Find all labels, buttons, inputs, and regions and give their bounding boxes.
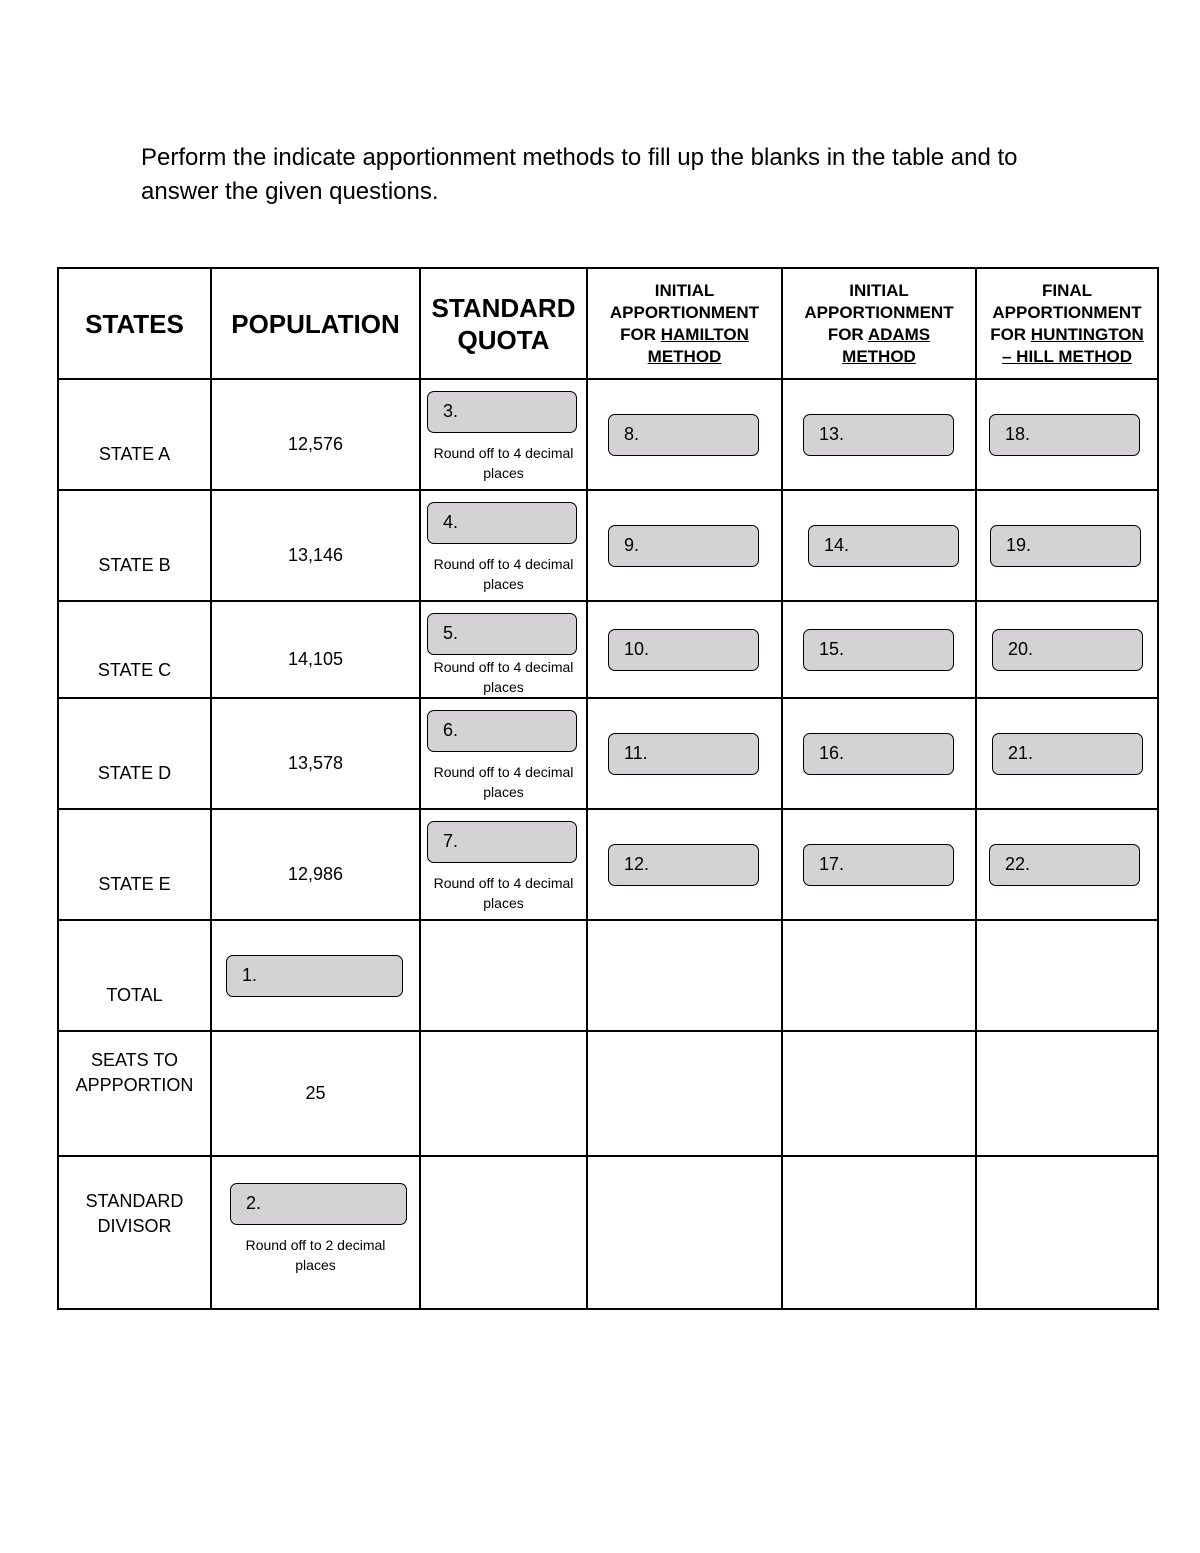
- answer-blank[interactable]: 21.: [992, 733, 1143, 775]
- rounding-note: Round off to 4 decimal places: [433, 875, 574, 911]
- answer-blank[interactable]: 19.: [990, 525, 1141, 567]
- empty-cell: [782, 920, 976, 1031]
- quota-cell: [420, 490, 587, 601]
- empty-cell: [976, 920, 1158, 1031]
- quota-cell: [420, 379, 587, 490]
- state-cell: STATE A: [58, 379, 211, 490]
- rounding-note: Round off to 4 decimal places: [433, 445, 574, 481]
- header-population: POPULATION: [211, 268, 420, 379]
- seats-label-cell: SEATS TO APPPORTION: [58, 1031, 211, 1156]
- answer-blank[interactable]: 5.: [427, 613, 577, 655]
- total-label-cell: TOTAL: [58, 920, 211, 1031]
- seats-value-cell: 25: [211, 1031, 420, 1156]
- answer-blank[interactable]: 14.: [808, 525, 959, 567]
- header-standard-quota: STANDARD QUOTA: [420, 268, 587, 379]
- adams-cell: [782, 379, 976, 490]
- answer-blank[interactable]: 15.: [803, 629, 954, 671]
- huntington-cell: [976, 490, 1158, 601]
- answer-blank[interactable]: 17.: [803, 844, 954, 886]
- apportionment-table: [57, 267, 1159, 1310]
- adams-cell: [782, 698, 976, 809]
- answer-blank[interactable]: 10.: [608, 629, 759, 671]
- divisor-label-cell: STANDARD DIVISOR: [58, 1156, 211, 1309]
- answer-blank[interactable]: 8.: [608, 414, 759, 456]
- answer-blank[interactable]: 1.: [226, 955, 403, 997]
- state-cell: STATE B: [58, 490, 211, 601]
- answer-blank[interactable]: 11.: [608, 733, 759, 775]
- adams-cell: [782, 809, 976, 920]
- header-adams: INITIAL APPORTIONMENT FOR ADAMS METHOD: [782, 268, 976, 379]
- huntington-cell: [976, 379, 1158, 490]
- total-row: [58, 920, 1158, 1031]
- adams-cell: [782, 601, 976, 698]
- divisor-value-cell: [211, 1156, 420, 1309]
- empty-cell: [976, 1031, 1158, 1156]
- population-cell: 14,105: [211, 601, 420, 698]
- hamilton-cell: [587, 379, 782, 490]
- answer-blank[interactable]: 18.: [989, 414, 1140, 456]
- total-population-cell: [211, 920, 420, 1031]
- quota-cell: [420, 698, 587, 809]
- header-states: STATES: [58, 268, 211, 379]
- empty-cell: [587, 1156, 782, 1309]
- state-cell: STATE C: [58, 601, 211, 698]
- population-cell: 12,576: [211, 379, 420, 490]
- empty-cell: [587, 1031, 782, 1156]
- answer-blank[interactable]: 20.: [992, 629, 1143, 671]
- quota-cell: [420, 809, 587, 920]
- adams-cell: [782, 490, 976, 601]
- rounding-note: Round off to 4 decimal places: [433, 556, 574, 592]
- divisor-row: [58, 1156, 1158, 1309]
- table-row: [58, 698, 1158, 809]
- empty-cell: [420, 920, 587, 1031]
- state-cell: STATE E: [58, 809, 211, 920]
- answer-blank[interactable]: 4.: [427, 502, 577, 544]
- answer-blank[interactable]: 3.: [427, 391, 577, 433]
- header-hamilton: INITIAL APPORTIONMENT FOR HAMILTON METHOD: [587, 268, 782, 379]
- hamilton-cell: [587, 601, 782, 698]
- table-row: [58, 601, 1158, 698]
- hamilton-cell: [587, 490, 782, 601]
- answer-blank[interactable]: 13.: [803, 414, 954, 456]
- answer-blank[interactable]: 6.: [427, 710, 577, 752]
- answer-blank[interactable]: 16.: [803, 733, 954, 775]
- table-row: [58, 490, 1158, 601]
- quota-cell: [420, 601, 587, 698]
- empty-cell: [782, 1156, 976, 1309]
- rounding-note: Round off to 4 decimal places: [433, 764, 574, 800]
- empty-cell: [782, 1031, 976, 1156]
- answer-blank[interactable]: 7.: [427, 821, 577, 863]
- hamilton-cell: [587, 809, 782, 920]
- huntington-cell: [976, 601, 1158, 698]
- answer-blank[interactable]: 2.: [230, 1183, 407, 1225]
- huntington-cell: [976, 809, 1158, 920]
- answer-blank[interactable]: 12.: [608, 844, 759, 886]
- rounding-note: Round off to 2 decimal places: [245, 1237, 386, 1273]
- huntington-cell: [976, 698, 1158, 809]
- empty-cell: [420, 1156, 587, 1309]
- table-row: [58, 809, 1158, 920]
- header-row: [58, 268, 1158, 379]
- empty-cell: [976, 1156, 1158, 1309]
- header-huntington-hill: FINAL APPORTIONMENT FOR HUNTINGTON – HILL METHOD: [976, 268, 1158, 379]
- empty-cell: [420, 1031, 587, 1156]
- rounding-note: Round off to 4 decimal places: [433, 659, 574, 695]
- population-cell: 12,986: [211, 809, 420, 920]
- hamilton-cell: [587, 698, 782, 809]
- answer-blank[interactable]: 22.: [989, 844, 1140, 886]
- table-row: [58, 379, 1158, 490]
- empty-cell: [587, 920, 782, 1031]
- answer-blank[interactable]: 9.: [608, 525, 759, 567]
- population-cell: 13,578: [211, 698, 420, 809]
- state-cell: STATE D: [58, 698, 211, 809]
- instructions-text: Perform the indicate apportionment methods to fill up the blanks in the table and to answer the given questions.: [141, 144, 1018, 205]
- seats-row: [58, 1031, 1158, 1156]
- population-cell: 13,146: [211, 490, 420, 601]
